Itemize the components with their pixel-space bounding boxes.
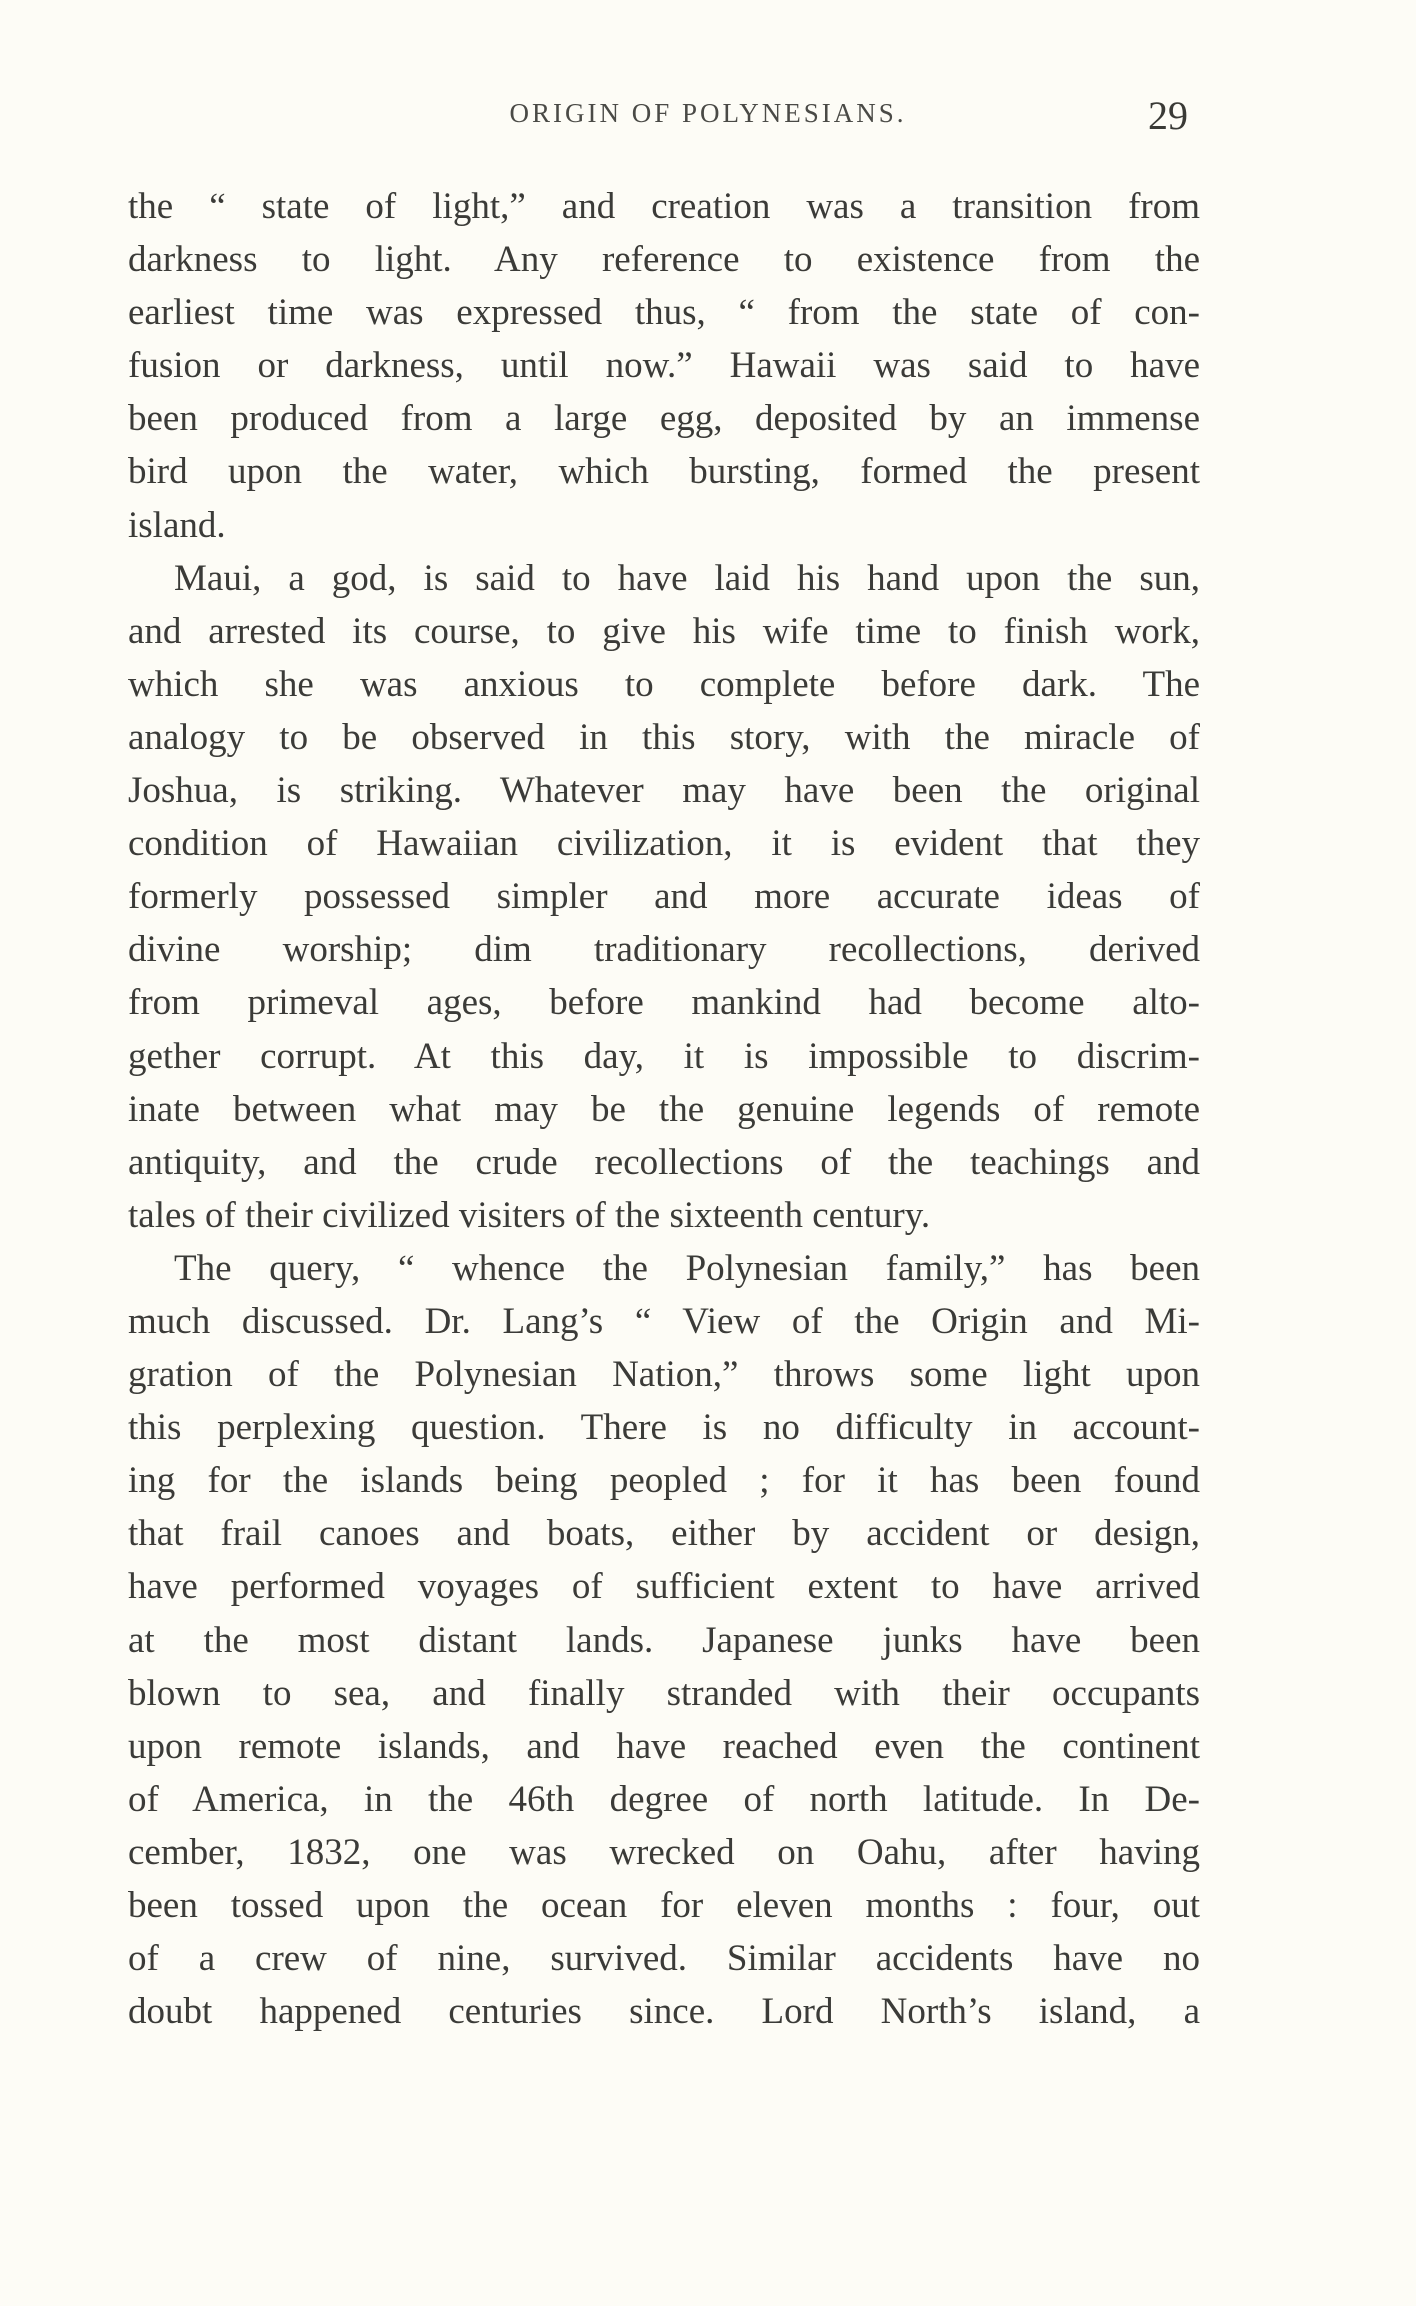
- text-line: island.: [128, 504, 226, 546]
- text-line: upon remote islands, and have reached even the continent: [128, 1725, 1200, 1767]
- text-line: gration of the Polynesian Nation,” throws some light upon: [128, 1354, 1200, 1396]
- text-line: which she was anxious to complete before dark. The: [128, 663, 1200, 705]
- text-line: gether corrupt. At this day, it is impossible to discrim-: [128, 1035, 1200, 1077]
- text-line: have performed voyages of sufficient extent to have arrived: [128, 1566, 1200, 1608]
- text-line: tales of their civilized visiters of the sixteenth century.: [128, 1194, 931, 1236]
- text-line: of America, in the 46th degree of north latitude. In De-: [128, 1778, 1200, 1820]
- body-text: [128, 180, 1200, 2038]
- text-line: at the most distant lands. Japanese junks have been: [128, 1619, 1200, 1661]
- text-line: divine worship; dim traditionary recollections, derived: [128, 929, 1200, 971]
- text-line: doubt happened centuries since. Lord North’s island, a: [128, 1991, 1200, 2033]
- text-line: darkness to light. Any reference to existence from the: [128, 239, 1200, 281]
- text-line: Joshua, is striking. Whatever may have been the original: [128, 770, 1200, 812]
- text-line: been produced from a large egg, deposited by an immense: [128, 398, 1200, 440]
- text-line: this perplexing question. There is no difficulty in account-: [128, 1407, 1200, 1449]
- text-line: the “ state of light,” and creation was a transition from: [128, 186, 1200, 227]
- text-line: and arrested its course, to give his wife time to finish work,: [128, 610, 1200, 652]
- page-number: 29: [1148, 93, 1188, 138]
- text-line: cember, 1832, one was wrecked on Oahu, after having: [128, 1831, 1200, 1873]
- text-line: inate between what may be the genuine legends of remote: [128, 1088, 1200, 1130]
- text-line: Maui, a god, is said to have laid his hand upon the sun,: [174, 557, 1200, 599]
- text-line: antiquity, and the crude recollections of the teachings and: [128, 1141, 1200, 1183]
- text-line: of a crew of nine, survived. Similar accidents have no: [128, 1938, 1200, 1980]
- running-title: ORIGIN OF POLYNESIANS.: [509, 98, 907, 128]
- text-line: that frail canoes and boats, either by accident or design,: [128, 1513, 1200, 1555]
- text-line: ing for the islands being peopled ; for it has been found: [128, 1460, 1200, 1502]
- text-line: fusion or darkness, until now.” Hawaii was said to have: [128, 345, 1200, 387]
- text-line: condition of Hawaiian civilization, it is evident that they: [128, 823, 1200, 865]
- text-line: been tossed upon the ocean for eleven months : four, out: [128, 1885, 1200, 1926]
- text-line: blown to sea, and finally stranded with their occupants: [128, 1672, 1200, 1714]
- text-line: earliest time was expressed thus, “ from the state of con-: [128, 292, 1200, 334]
- text-line: The query, “ whence the Polynesian family,” has been: [174, 1247, 1200, 1289]
- text-line: formerly possessed simpler and more accurate ideas of: [128, 876, 1200, 918]
- text-line: much discussed. Dr. Lang’s “ View of the Origin and Mi-: [128, 1300, 1200, 1342]
- text-line: analogy to be observed in this story, with the miracle of: [128, 716, 1200, 758]
- text-line: bird upon the water, which bursting, formed the present: [128, 451, 1200, 493]
- text-line: from primeval ages, before mankind had become alto-: [128, 982, 1200, 1024]
